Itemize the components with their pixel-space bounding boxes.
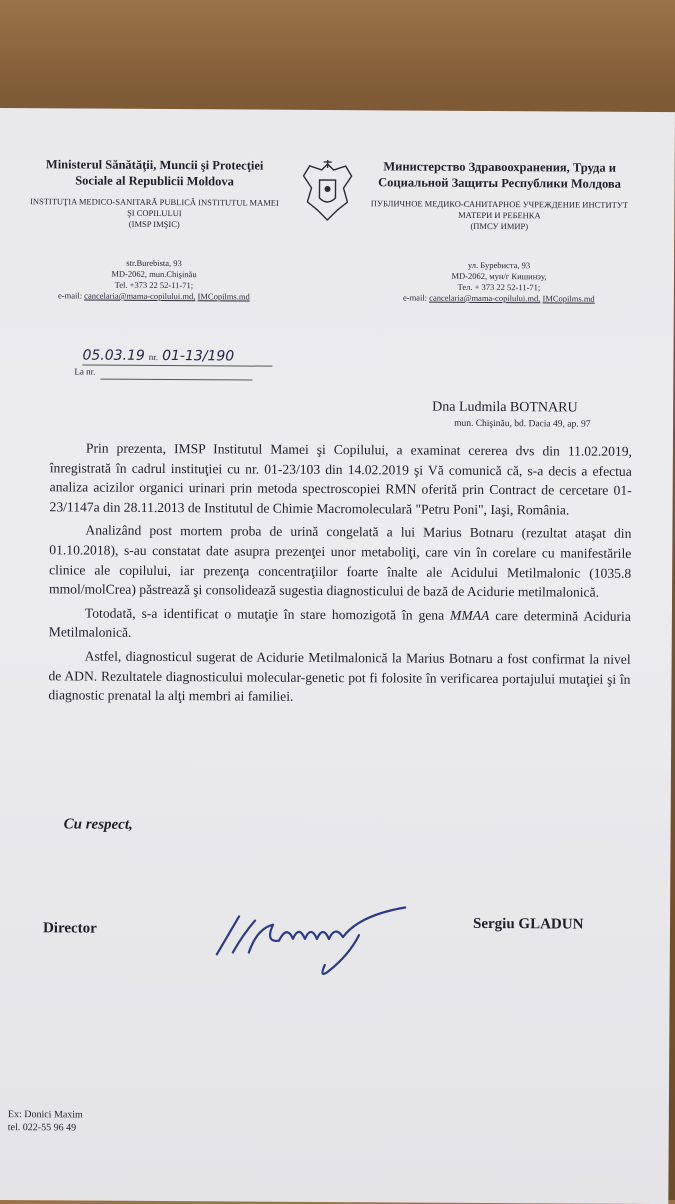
tel-ru: Тел. + 373 22 52-11-71;	[457, 281, 541, 293]
recipient-name: Dna Ludmila BOTNARU	[432, 399, 578, 416]
recipient-address: mun. Chişinău, bd. Dacia 49, ap. 97	[454, 418, 591, 430]
tel-ro: Tel. +373 22 52-11-71;	[114, 279, 194, 291]
site-link-ro[interactable]: IMCopilms.md	[197, 291, 250, 302]
signatory-name: Sergiu GLADUN	[472, 915, 584, 933]
la-nr-label: La nr.	[74, 366, 96, 377]
header-right	[359, 158, 640, 305]
executor-name: Ex: Donici Maxim	[7, 1109, 83, 1121]
institution-abbr-ru: (ПМСУ ИМИР)	[470, 220, 529, 232]
email-link-ro[interactable]: cancelaria@mama-copilului.md,	[84, 290, 196, 302]
paragraph-2: Analizând post mortem proba de urină congelată a lui Marius Botnaru (rezultat ataşat din 01.10.2018), s-au constatat date asupra prezenţei unor metaboliţi, care vin în corelare cu manifestările clinice ale copilului, iar prezenţa concentraţiilor foarte înalte ale Acidului Metilmalonic (1035.8 mmol/molCrea) păstrează şi consolidează sugestia diagnosticului de bază de Acidurie metilmalonică.	[49, 522, 632, 600]
ministry-name-ru: Министерство Здравоохранения, Труда и Социальной Защиты Республики Молдова	[378, 159, 621, 191]
reference-number: 01-13/190	[162, 347, 235, 365]
city-ro: MD-2062, mun.Chişinău	[111, 268, 197, 280]
closing-salutation: Cu respect,	[63, 816, 133, 833]
reference-block	[82, 347, 234, 366]
paragraph-1: Prin prezenta, IMSP Institutul Mamei şi Copilului, a examinat cererea dvs din 11.02.2019, înregistrată în cadrul instituţiei cu nr. 01-23/103 din 14.02.2019 şi Vă comunică că, s-a decis a efectua analiza acizilor organici urinari prin metoda spectroscopiei RMN oferită prin Contract de cercetare 01-23/1147a din 28.11.2013 de Institutul de Chimie Macromoleculară "Petru Poni", Iaşi, România.	[49, 440, 632, 518]
site-link-ru[interactable]: IMCopilms.md	[542, 293, 595, 304]
letter-page	[0, 108, 675, 1204]
executor-phone: tel. 022-55 96 49	[7, 1122, 77, 1134]
institution-name-ro: INSTITUŢIA MEDICO-SANITARĂ PUBLICĂ INSTITUTUL MAMEI ŞI COPILULUI	[29, 196, 279, 219]
email-link-ru[interactable]: cancelaria@mama-copilului.md,	[429, 292, 541, 304]
letter-body	[48, 438, 632, 712]
gene-name: MMAA	[450, 607, 490, 623]
city-ru: MD-2062, мун/г Кишинэу,	[451, 270, 547, 282]
la-nr-underline	[100, 379, 252, 381]
institution-abbr-ro: (IMSP IMŞIC)	[128, 218, 180, 230]
institution-name-ru: ПУБЛИЧНОЕ МЕДИКО-САНИТАРНОЕ УЧРЕЖДЕНИЕ ИНСТИТУТ МАТЕРИ И РЕБЕНКА	[370, 198, 629, 221]
street-ro: str.Burebista, 93	[126, 257, 182, 269]
email-line-ro: e-mail: cancelaria@mama-copilului.md, IMCopilms.md	[57, 290, 250, 302]
signatory-title: Director	[42, 920, 97, 937]
coat-of-arms-icon	[299, 158, 355, 226]
reference-underline	[82, 365, 272, 367]
paragraph-3: Totodată, s-a identificat o mutaţie în stare homozigotă în gena MMAA care determină Aciduria Metilmalonică.	[48, 605, 631, 641]
header-left	[29, 156, 280, 303]
ministry-name-ro: Ministerul Sănătăţii, Muncii şi Protecţiei Sociale al Republicii Moldova	[45, 157, 264, 189]
executor-footer	[8, 1108, 83, 1134]
reference-nr-label: nr.	[148, 351, 159, 362]
paragraph-4: Astfel, diagnosticul sugerat de Acidurie Metilmalonică la Marius Botnaru a fost confirmat la nivel de ADN. Rezultatele diagnosticului molecular-genetic pot fi folosite în verificarea portajului mutaţiei şi în diagnostic prenatal la alţi membri ai familiei.	[48, 648, 631, 704]
street-ru: ул. Бурebиста, 93	[467, 259, 531, 271]
handwritten-signature	[209, 894, 420, 985]
email-line-ru: e-mail: cancelaria@mama-copilului.md, IMCopilms.md	[402, 292, 595, 304]
reference-date: 05.03.19	[82, 347, 145, 364]
